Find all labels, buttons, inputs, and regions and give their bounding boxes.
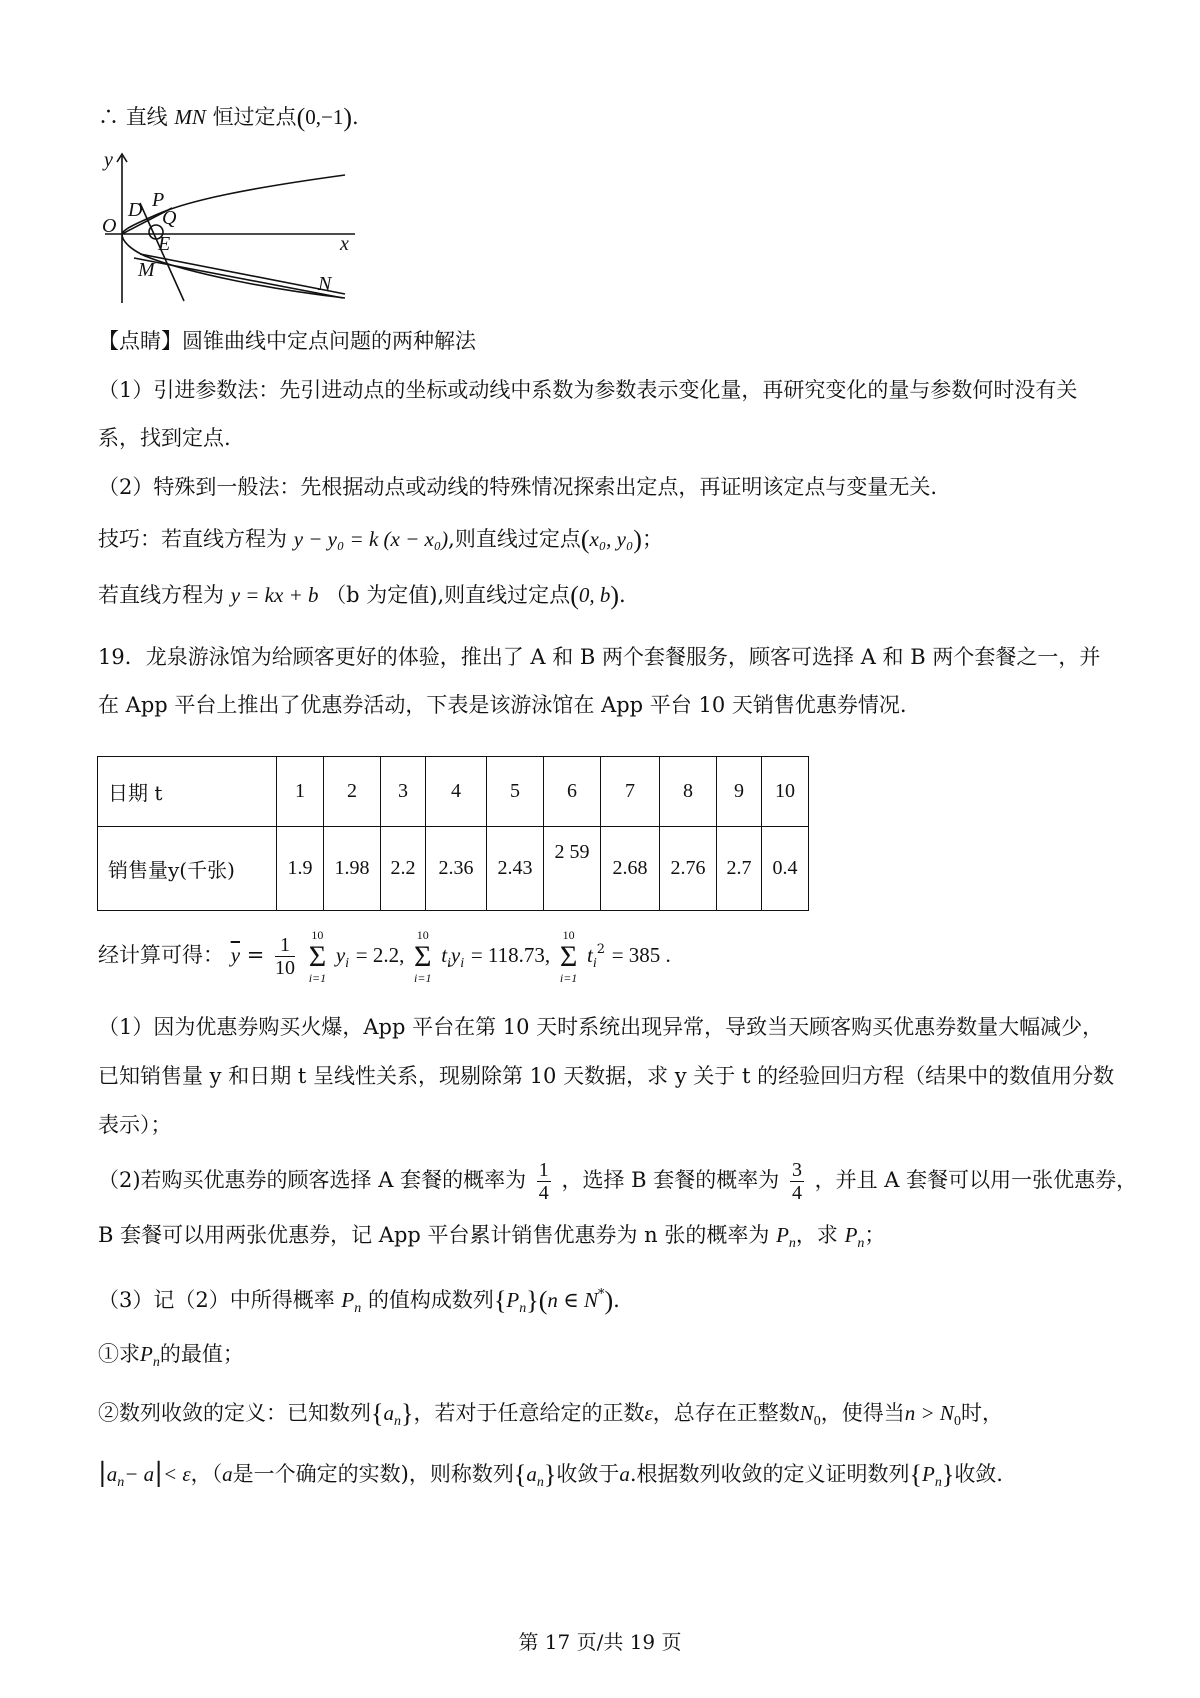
method1-line-a: （1）引进参数法：先引进动点的坐标或动线中系数为参数表示变化量，再研究变化的量与参数何时没有关 <box>98 378 1078 402</box>
table-cell: 2.43 <box>487 827 544 911</box>
part1-line-a: （1）因为优惠券购买火爆，App 平台在第 10 天时系统出现异常，导致当天顾客购买优惠券数量大幅减少， <box>98 1015 1104 1039</box>
page-footer: 第 17 页/共 19 页 <box>518 1630 682 1654</box>
table-cell: 2.68 <box>601 827 660 911</box>
q19-line-a: 19．龙泉游泳馆为给顾客更好的体验，推出了 A 和 B 两个套餐服务，顾客可选择 A 和 B 两个套餐之一，并 <box>98 645 1101 669</box>
table-cell: 0.4 <box>762 827 809 911</box>
table-cell: 8 <box>660 757 717 827</box>
tip1-line: 技巧：若直线方程为 y − y₀ = k (x − x₀),则直线过定点(x₀, y₀)； <box>98 525 663 554</box>
part2-line-b: B 套餐可以用两张优惠券，记 App 平台累计销售优惠券为 n 张的概率为 $P_n$，求 $P_n$； <box>98 1223 886 1251</box>
table-cell: 7 <box>601 757 660 827</box>
fixed-point: 0,−1 <box>305 105 344 129</box>
table-cell: 5 <box>487 757 544 827</box>
tip2-equation: y = kx + b <box>230 583 319 607</box>
sub2-line-b: $|a_n- a|< \varepsilon$，（a是一个确定的实数)，则称数列$\{a_n\}$收敛于a.根据数列收敛的定义证明数列$\{P_n\}$收敛. <box>98 1458 1003 1490</box>
label-x: x <box>340 233 349 255</box>
label-o: O <box>102 215 117 237</box>
label-n: N <box>318 273 332 295</box>
conclusion-line: ∴ 直线 MN 恒过定点(0,−1). <box>98 103 359 132</box>
part1-line-b: 已知销售量 y 和日期 t 呈线性关系，现剔除第 10 天数据，求 y 关于 t 的经验回归方程（结果中的数值用分数 <box>98 1064 1115 1088</box>
method2-line: （2）特殊到一般法：先根据动点或动线的特殊情况探索出定点，再证明该定点与变量无关. <box>98 475 938 499</box>
table-cell: 2.76 <box>660 827 717 911</box>
label-e: E <box>158 233 171 255</box>
table-cell: 3 <box>381 757 426 827</box>
table-cell: 9 <box>717 757 762 827</box>
parabola-figure <box>100 148 360 308</box>
calc-line: 经计算可得： $\overline{y}$ = $\frac{1}{10}$ 10 Σ i=1 $y_i = 2.2$, 10 Σ i=1 $t_iy_i = 118.73$, 10 Σ i=1 $t_i^2 = 385$ . <box>98 927 671 985</box>
table-cell: 2.36 <box>426 827 487 911</box>
label-d: D <box>128 199 143 221</box>
table-cell: 6 <box>544 757 601 827</box>
table-header-sales: 销售量y(千张) <box>98 827 277 911</box>
dianjing-heading: 【点睛】圆锥曲线中定点问题的两种解法 <box>98 329 476 353</box>
table-cell: 2.7 <box>717 827 762 911</box>
table-cell: 1.98 <box>324 827 381 911</box>
tip2-line: 若直线方程为 y = kx + b （b 为定值),则直线过定点(0, b). <box>98 581 626 610</box>
label-q: Q <box>162 207 177 229</box>
line-mn <box>134 258 343 298</box>
sub1-line: ①求$P_n$的最值； <box>98 1342 244 1370</box>
part2-line-a: （2)若购买优惠券的顾客选择 A 套餐的概率为 $\frac{1}{4}$ ，选择 B 套餐的概率为 $\frac{3}{4}$ ，并且 A 套餐可以用一张优惠券， <box>98 1159 1138 1204</box>
q19-line-b: 在 App 平台上推出了优惠券活动，下表是该游泳馆在 App 平台 10 天销售优惠券情况. <box>98 693 907 717</box>
label-p: P <box>152 189 165 211</box>
label-m: M <box>138 259 155 281</box>
label-y: y <box>104 149 113 171</box>
sales-table <box>97 756 809 911</box>
table-cell: 10 <box>762 757 809 827</box>
sub2-line-a: ②数列收敛的定义：已知数列$\{a_n\}$，若对于任意给定的正数ε，总存在正整数$N_0$，使得当$n > N_0$时， <box>98 1399 1003 1429</box>
part1-line-c: 表示）； <box>98 1113 172 1137</box>
tip1-equation: y − y₀ = k (x − x₀) <box>293 527 449 551</box>
table-cell: 2 <box>324 757 381 827</box>
table-cell: 2 59 <box>544 827 601 911</box>
table-cell: 4 <box>426 757 487 827</box>
table-cell: 1.9 <box>277 827 324 911</box>
part3-line: （3）记（2）中所得概率 $P_n$ 的值构成数列$\{P_n\}(n$ ∈ N*). <box>98 1286 620 1316</box>
table-header-date: 日期 t <box>98 757 277 827</box>
table-row-sales <box>98 827 809 911</box>
table-cell: 2.2 <box>381 827 426 911</box>
table-row-dates <box>98 757 809 827</box>
method1-line-b: 系，找到定点. <box>98 426 231 450</box>
table-cell: 1 <box>277 757 324 827</box>
